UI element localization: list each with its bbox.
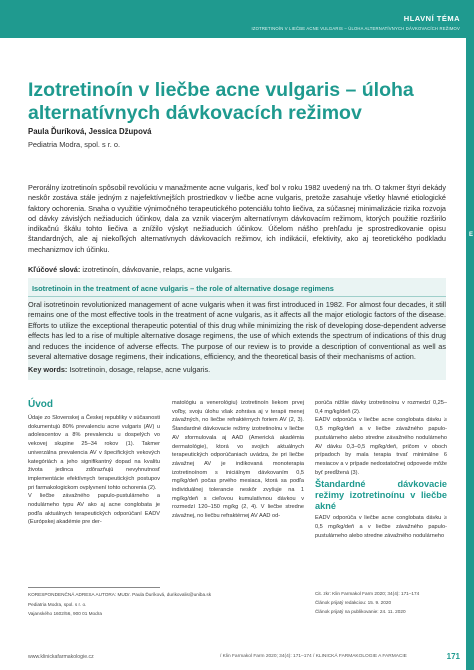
paragraph: EADV odporúča v liečbe acne conglobata dávku ≥ 0,5 mg/kg/deň a v liečbe závažného papulo-pustulárneho alebo stredne závažného nodulárneho (315, 515, 447, 539)
correspondence-block (28, 590, 288, 619)
keywords-en-text: Isotretinoin, dosage, relapse, acne vulgaris. (69, 365, 211, 374)
paragraph: porúča nižšie dávky izotretinoínu v rozmedzí 0,25–0,4 mg/kg/deň (2). (315, 400, 447, 415)
page-number: 171 (446, 652, 460, 661)
citation-block (315, 590, 455, 616)
affiliation: Pediatria Modra, spol. s r. o. (28, 140, 121, 149)
keywords-en-label: Key words: (28, 365, 68, 374)
abstract-sk: Perorálny izotretinoín spôsobil revolúciu v manažmente acne vulgaris, keď bol v roku 1982 uvedený na trh. O takmer štyri dekády neskôr zostáva stále jedným z najefektívnejších prostriedkov v liečbe acne vulgaris, pretože zasahuje všetky hlavné etiologické faktory ochorenia. Snaha o využitie výnimočného terapeutického potenciálu tohto liečiva, za súčasnej minimalizácie rizika rozvoja od dávky závislých nežiaducich účinkov, dala za vznik viacerým alternatívnym dávkovacím režimom, ktorých použitie rozširilo indikačnú škálu tohto liečiva a znížilo výskyt nežiaducich účinkov. Účelom nášho prehľadu je sprostredkovanie opisu štandardných, ale aj niekoľkých alternatívnych dávkovacích režimov, ich indikácií, efektivity, ako aj teoretického podkladu mechanizmov ich účinku. (28, 183, 446, 254)
side-strip (466, 0, 474, 670)
paragraph: Údaje zo Slovenskej a Českej republiky v súčasnosti dokumentujú 80% prevalenciu acne vulgaris (AV) u adolescentov a 8% prevalenciu u dospelých vo vekovej skupine 25–34 rokov (1). Takmer univerzálna prevalencia AV v špecifických vekových kategóriách a jeho signifikantný dopad na kvalitu života jedinca zdôrazňujú nevyhnutnosť implementácie efektívnych terapeutických postupov pri farmakologickom ovplyvnení tohto ochorenia (2). (28, 415, 160, 491)
abstract-en: Oral isotretinoin revolutionized management of acne vulgaris when it was first introduced in 1982. For almost four decades, it still remains one of the most effective tools in the treatment of acne vulgaris, as it affects all the major etiologic factors of the disease. Efforts to utilize the exceptional therapeutic potential of this drug while minimizing the risk of developing dose-dependent adverse effects has led to a rise of multiple alternative dosage regimens, the use of which extends the spectrum of indications of this drug and reduces the incidence of adverse effects. The purpose of our review is to provide a description of conventional as well as several alternative dosage regimens, their indications, efficiency, and the theoretical basis of their mechanisms of action. (28, 300, 446, 362)
footer-url[interactable]: www.klinickafarmakologie.cz (28, 654, 94, 660)
footer-journal: / Klin Farmakol Farm 2020; 34(4): 171–174 / KLINICKÁ FARMAKOLOGIE A FARMACIE (220, 654, 407, 659)
paragraph: matológiu a venerológiu) izotretinoín liekom prvej voľby, svoju úlohu však zohráva aj v terapii menej závažných, no liečbe refraktérnych foriem AV (2, 3). Štandardné dávkovacie režimy izotretinoínu v liečbe AV sformulovala aj AAD (Americká akadémia dermatológie), ktorá vo svojich aktuálnych terapeutických odporúčaniach uvádza, že pri liečbe závažnej AV je indikovaná monoterapia izotretinoínom s iniciálnym dávkovaním 0,5 mg/kg/deň počas prvého mesiaca, ktorá sa podľa individuálnej tolerancie neskôr zvyšuje na 1 mg/kg/deň s cieľovou kumulatívnou dávkou v rozmedzí 120–150 mg/kg (2, 4). V liečbe stredne závažnej, no liečbu refraktérnej AV AAD od- (172, 400, 304, 520)
citation-line: Článok prijatý redakciou: 15. 9. 2020 (315, 599, 392, 605)
correspondence-line: Pediatria Modra, spol. s r. o. (28, 601, 87, 607)
side-mark: E (468, 232, 473, 238)
abstract-en-box (28, 278, 446, 380)
citation-line: Cit. zkr: Klin Farmakol Farm 2020; 34(4): 171–174 (315, 591, 420, 596)
keywords-en (28, 365, 446, 374)
section-label: HLAVNÍ TÉMA (403, 14, 460, 23)
paragraph: V liečbe závažného papulo-pustulárneho a nodulárneho typu AV ako aj acne conglobata je podľa aktuálnych terapeutických odporúčaní EADV (Európskej akadémie pre der- (28, 493, 160, 526)
section-heading-intro: Úvod (28, 399, 53, 410)
citation-line: Článok prijatý na publikovanie: 24. 11. 2020 (315, 608, 406, 614)
abstract-en-title: Isotretinoin in the treatment of acne vulgaris – the role of alternative dosage regimens (32, 284, 334, 293)
body-column-1 (28, 399, 160, 527)
keywords-sk (28, 265, 446, 275)
body-column-3 (315, 399, 447, 540)
keywords-sk-label: Kľúčové slová: (28, 265, 81, 274)
paragraph: EADV odporúča v liečbe acne conglobata dávku ≥ 0,5 mg/kg/deň a v liečbe závažného papulo-pustulárneho alebo stredne závažného nodulárneho AV dávku 0,3–0,5 mg/kg/deň, pričom v oboch prípadoch by mala terapia trvať minimálne 6 mesiacov a v prípade nedostatočnej odpovede môže byť predĺžená (3). (315, 417, 447, 476)
body-column-2 (172, 399, 304, 521)
article-title: Izotretinoín v liečbe acne vulgaris – úloha alternatívnych dávkovacích režimov (28, 79, 414, 124)
correspondence-line: Vajanského 1602/56, 900 01 Modra (28, 611, 102, 616)
correspondence-line: KORESPONDENČNÁ ADRESA AUTORA: MUDr. Paula Ďuríková, durikovalis@uniba.sk (28, 592, 212, 597)
running-head: IZOTRETINOÍN V LIEČBE ACNE VULGARIS – ÚLOHA ALTERNATÍVNYCH DÁVKOVACÍCH REŽIMOV (251, 26, 460, 31)
footnote-divider (28, 587, 160, 588)
section-heading-standard-regimens: Štandardné dávkovacie režimy izotretinoínu v liečbe akné (315, 479, 447, 512)
page-footer (0, 652, 474, 666)
keywords-sk-text: izotretinoín, dávkovanie, relaps, acne vulgaris. (82, 265, 232, 274)
abstract-en-divider (28, 296, 446, 297)
header-band (0, 0, 474, 38)
authors: Paula Ďuríková, Jessica Džupová (28, 127, 152, 136)
